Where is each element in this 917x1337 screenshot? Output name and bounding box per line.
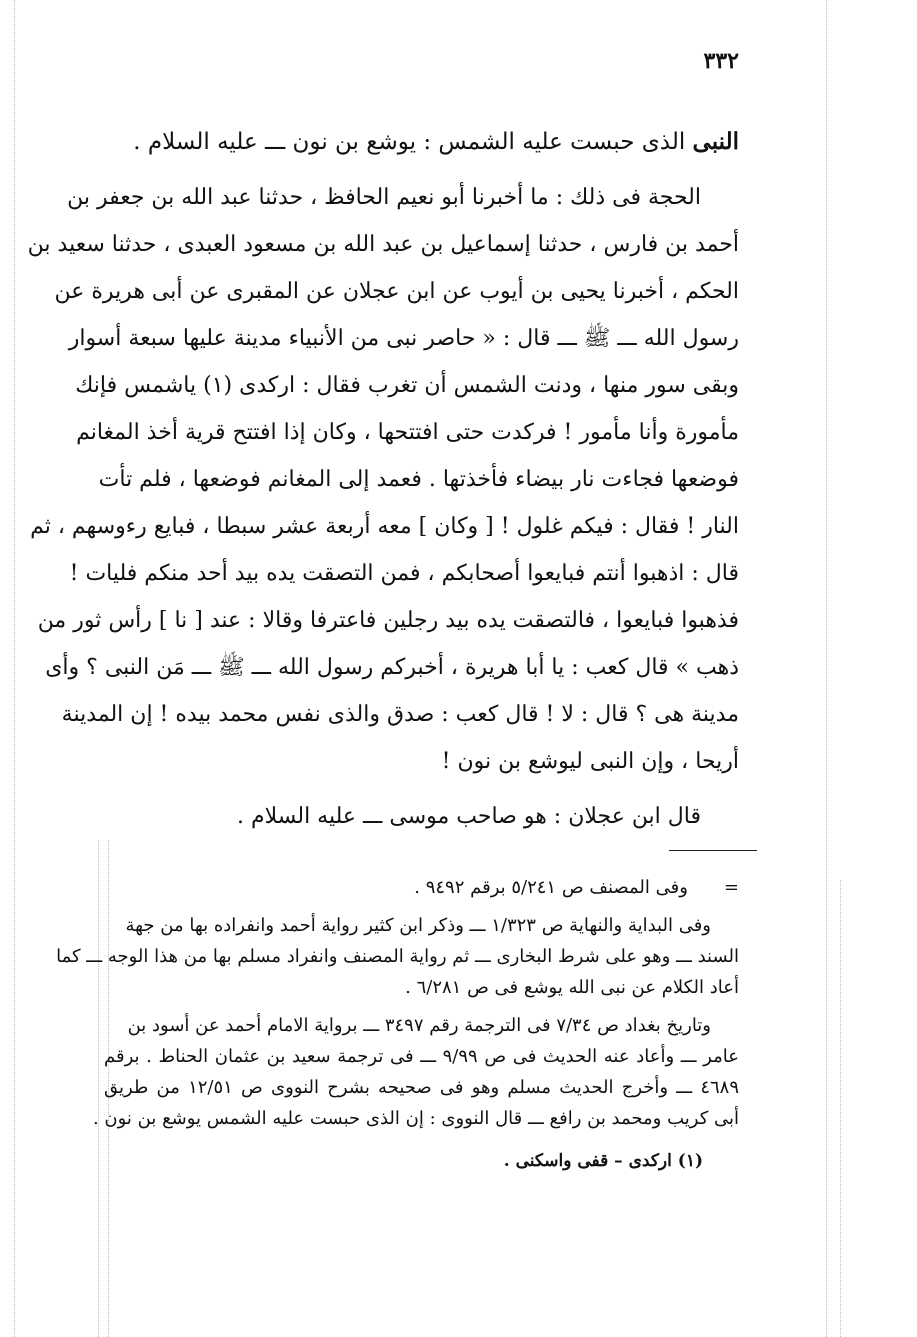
footnote-line: وتاريخ بغداد ص ٧/٣٤ فى الترجمة رقم ٣٤٩٧ ـــ برواية الامام أحمد عن أسود بن [127,1015,711,1036]
section-heading [108,124,739,160]
body-line: مأمورة وأنا مأمور ! فركدت حتى افتتحها ، وكان إذا افتتح قرية أخذ المغانم [76,420,739,445]
scan-artifact-line [14,0,15,1337]
footnote-line-text: وفى المصنف ص ٥/٢٤١ برقم ٩٤٩٢ . [414,877,688,898]
body-line: فذهبوا فبايعوا ، فالتصقت يده بيد رجلين فاعترفا وقالا : عند [ نا ] رأس ثور من [37,608,739,633]
footnote-line: أعاد الكلام عن نبى الله يوشع فى ص ٦/٢٨١ . [405,977,739,998]
footnote-line: ٤٦٨٩ ـــ وأخرج الحديث مسلم وهو فى صحيحه بشرح النووى ص ١٢/٥١ من طريق [104,1077,739,1098]
heading-text: الذى حبست عليه الشمس : يوشع بن نون ـــ عليه السلام . [133,129,693,155]
continuation-mark: = [723,877,739,898]
body-line: النار ! فقال : فيكم غلول ! [ وكان ] معه أربعة عشر سبطا ، فبايع رءوسهم ، ثم [30,514,739,539]
body-line: الحجة فى ذلك : ما أخبرنا أبو نعيم الحافظ ، حدثنا عبد الله بن جعفر بن [67,185,701,210]
scan-artifact-line [826,0,827,1337]
scan-artifact-line [840,880,841,1337]
footnote-divider [669,850,757,851]
body-line: مدينة هى ؟ قال : لا ! قال كعب : صدق والذى نفس محمد بيده ! إن المدينة [61,702,739,727]
body-line: ذهب » قال كعب : يا أبا هريرة ، أخبركم رسول الله ـــ ﷺ ـــ مَن النبى ؟ وأى [45,655,739,680]
body-line: رسول الله ـــ ﷺ ـــ قال : « حاصر نبى من الأنبياء مدينة عليها سبعة أسوار [68,326,739,351]
main-body-text [27,174,739,840]
page-number: ٣٣٢ [703,48,739,74]
body-line: أحمد بن فارس ، حدثنا إسماعيل بن عبد الله بن مسعود العبدى ، حدثنا سعيد بن [27,232,739,257]
footnote-line: السند ـــ وهو على شرط البخارى ـــ ثم رواية المصنف وانفراد مسلم بها من هذا الوجه ـــ كما [56,946,739,967]
body-line-closing: قال ابن عجلان : هو صاحب موسى ـــ عليه السلام . [237,804,701,829]
body-line: أريحا ، وإن النبى ليوشع بن نون ! [441,749,739,774]
footnote-line: وفى البداية والنهاية ص ١/٣٢٣ ـــ وذكر ابن كثير رواية أحمد وانفراده بها من جهة [125,915,711,936]
footnote-line: عامر ـــ وأعاد عنه الحديث فى ص ٩/٩٩ ـــ فى ترجمة سعيد بن عثمان الحناط . برقم [104,1046,739,1067]
body-line: وبقى سور منها ، ودنت الشمس أن تغرب فقال : اركدى (١) ياشمس فإنك [75,373,739,398]
footnotes [56,872,739,1177]
body-line: الحكم ، أخبرنا يحيى بن أيوب عن ابن عجلان عن المقبرى عن أبى هريرة عن [54,279,739,304]
footnote-line: أبى كريب ومحمد بن رافع ـــ قال النووى : إن الذى حبست عليه الشمس يوشع بن نون . [92,1108,739,1129]
scan-artifact-line [98,840,99,1337]
footnote-line [104,872,739,903]
body-line: فوضعها فجاءت نار بيضاء فأخذتها . فعمد إلى المغانم فوضعها ، فلم تأت [98,467,739,492]
body-line: قال : اذهبوا أنتم فبايعوا أصحابكم ، فمن التصقت يده بيد أحد منكم فليات ! [69,561,739,586]
footnote-definition: (١) اركدى – قفى واسكنى . [503,1151,703,1171]
heading-lead-word: النبى [692,128,739,155]
